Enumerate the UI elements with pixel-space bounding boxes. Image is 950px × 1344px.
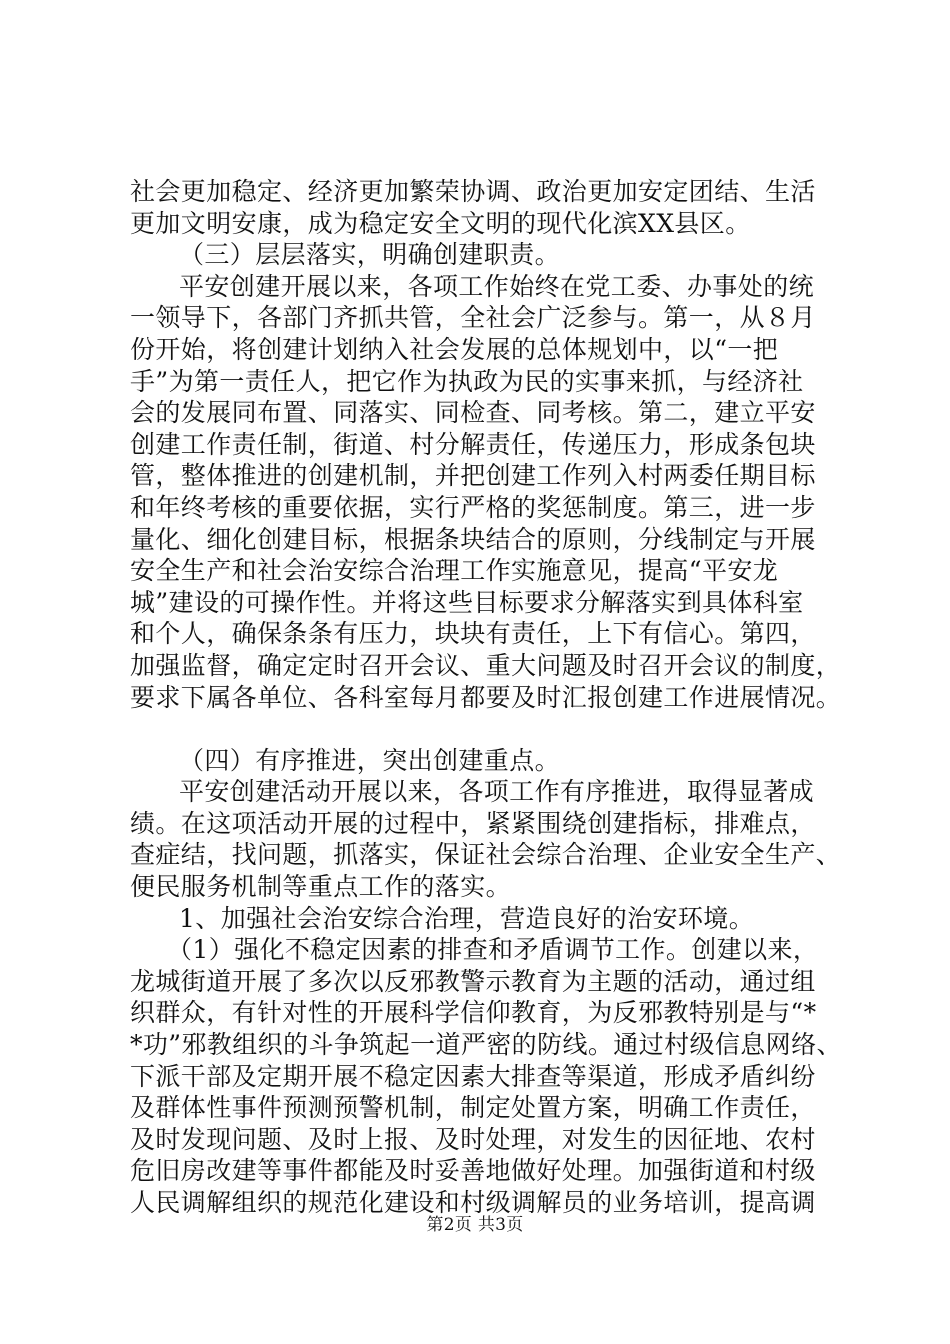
text-line: 手”为第一责任人，把它作为执政为民的实事来抓，与经济社 <box>130 366 804 396</box>
text-line: 及时发现问题、及时上报、及时处理，对发生的因征地、农村 <box>130 1124 816 1154</box>
text-line: 及群体性事件预测预警机制，制定处置方案，明确工作责任， <box>130 1093 816 1123</box>
text-line: 更加文明安康，成为稳定安全文明的现代化滨XX县区。 <box>130 208 751 238</box>
text-line: 平安创建开展以来，各项工作始终在党工委、办事处的统 <box>179 271 815 301</box>
text-line: 人民调解组织的规范化建设和村级调解员的业务培训，提高调 <box>130 1188 816 1217</box>
text-line: 危旧房改建等事件都能及时妥善地做好处理。加强街道和村级 <box>130 1156 816 1186</box>
text-line: 织群众，有针对性的开展科学信仰教育，为反邪教特别是与“* <box>130 998 817 1028</box>
text-line: 和年终考核的重要依据，实行严格的奖惩制度。第三，进一步 <box>130 492 816 522</box>
blank-line <box>130 713 830 745</box>
text-line: 便民服务机制等重点工作的落实。 <box>130 872 512 902</box>
text-line: 和个人，确保条条有压力，块块有责任，上下有信心。第四， <box>130 619 816 649</box>
text-line: 管，整体推进的创建机制，并把创建工作列入村两委任期目标 <box>130 461 816 491</box>
document-body <box>130 176 842 1219</box>
text-line: 会的发展同布置、同落实、同检查、同考核。第二，建立平安 <box>130 398 816 428</box>
text-line: 查症结，找问题，抓落实，保证社会综合治理、企业安全生产、 <box>130 840 842 870</box>
text-line: 龙城街道开展了多次以反邪教警示教育为主题的活动，通过组 <box>130 966 816 996</box>
text-line: 要求下属各单位、各科室每月都要及时汇报创建工作进展情况。 <box>130 682 842 712</box>
text-line: 量化、细化创建目标，根据条块结合的原则，分线制定与开展 <box>130 524 816 554</box>
text-line: 社会更加稳定、经济更加繁荣协调、政治更加安定团结、生活 <box>130 177 816 206</box>
text-line: 平安创建活动开展以来，各项工作有序推进，取得显著成 <box>179 777 815 807</box>
page-footer: 第2页 共3页 <box>426 1215 524 1235</box>
text-line: 一领导下，各部门齐抓共管，全社会广泛参与。第一，从８月 <box>130 303 816 333</box>
text-line: 1、加强社会治安综合治理，营造良好的治安环境。 <box>179 903 755 933</box>
text-line: 创建工作责任制，街道、村分解责任，传递压力，形成条包块 <box>130 429 816 459</box>
text-line: 下派干部及定期开展不稳定因素大排查等渠道，形成矛盾纠纷 <box>130 1061 816 1091</box>
text-line: （四）有序推进，突出创建重点。 <box>179 745 561 775</box>
text-line: 安全生产和社会治安综合治理工作实施意见，提高“平安龙 <box>130 556 779 586</box>
text-line: 份开始，将创建计划纳入社会发展的总体规划中，以“一把 <box>130 334 779 364</box>
text-line: 城”建设的可操作性。并将这些目标要求分解落实到具体科室 <box>130 587 804 617</box>
text-line: 加强监督，确定定时召开会议、重大问题及时召开会议的制度， <box>130 650 842 680</box>
text-line: （1）强化不稳定因素的排查和矛盾调节工作。创建以来， <box>167 935 819 965</box>
text-line: 绩。在这项活动开展的过程中，紧紧围绕创建指标，排难点， <box>130 808 816 838</box>
text-line: *功”邪教组织的斗争筑起一道严密的防线。通过村级信息网络、 <box>130 1030 842 1060</box>
text-line: （三）层层落实，明确创建职责。 <box>179 240 561 270</box>
